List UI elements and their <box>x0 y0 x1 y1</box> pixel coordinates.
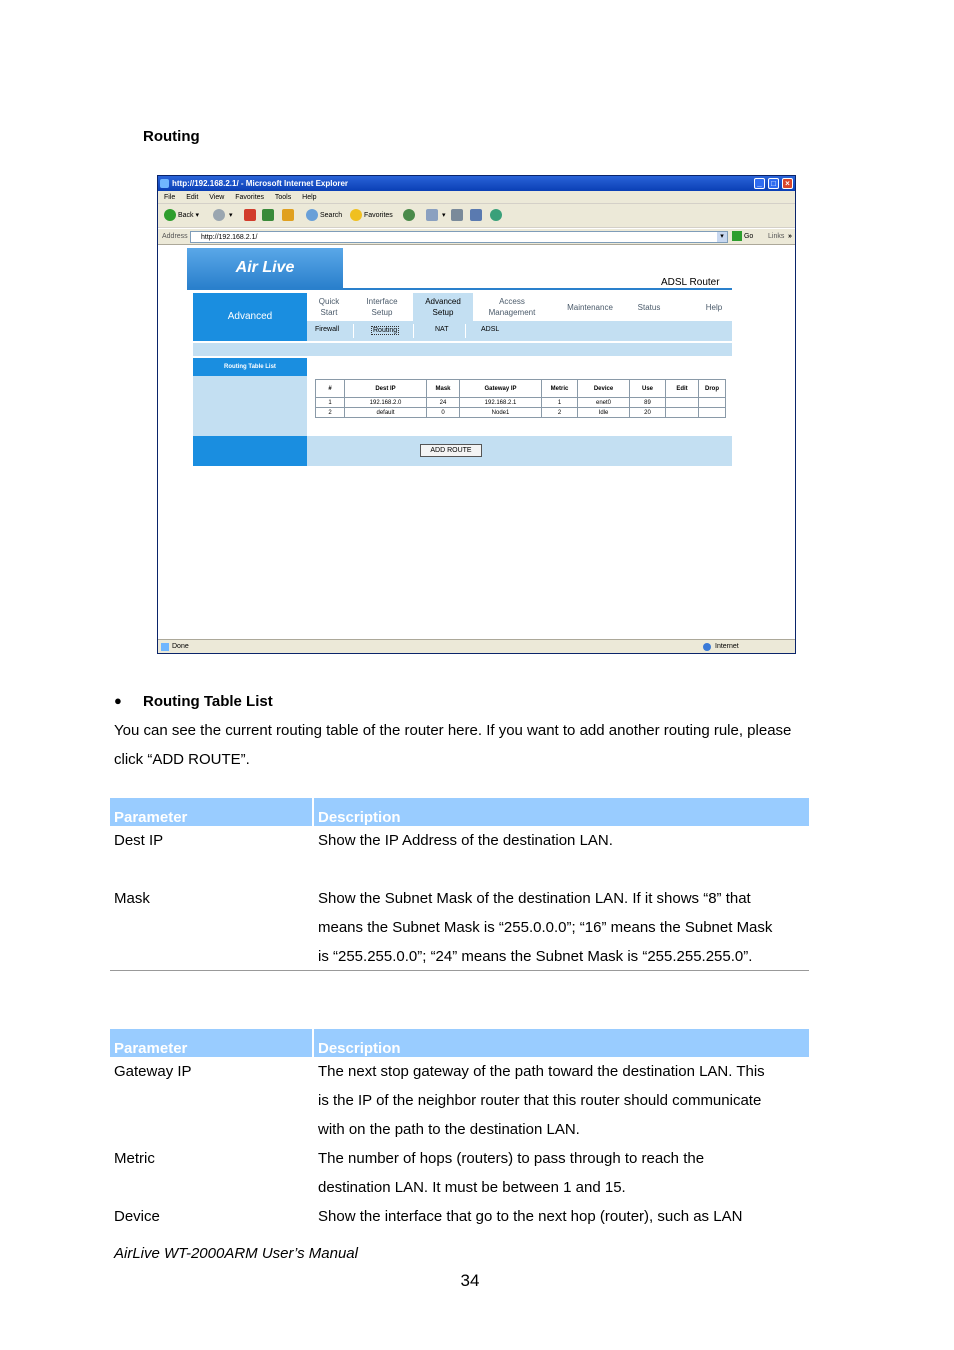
back-arrow-icon <box>164 209 176 221</box>
back-label: Back <box>178 212 194 219</box>
favorites-label: Favorites <box>364 212 393 219</box>
param-name: Mask <box>114 890 150 907</box>
address-dropdown-icon[interactable]: ▾ <box>717 232 727 242</box>
back-button[interactable]: Back ▾ <box>164 209 199 223</box>
col-header: # <box>316 380 345 398</box>
menu-tools[interactable]: Tools <box>274 194 292 201</box>
favorites-star-icon <box>350 209 362 221</box>
table-row <box>110 1202 809 1231</box>
search-button[interactable] <box>306 209 342 223</box>
table-cell: 89 <box>630 398 666 408</box>
parameter-table <box>110 798 809 971</box>
table-cell: 1 <box>542 398 578 408</box>
menu-file[interactable]: File <box>164 194 176 201</box>
favorites-button[interactable] <box>350 209 393 223</box>
table-cell: 24 <box>427 398 460 408</box>
table-cell: 192.168.2.0 <box>345 398 427 408</box>
edit-cell[interactable] <box>666 408 699 418</box>
history-icon <box>403 209 415 221</box>
edit-button[interactable] <box>470 209 484 223</box>
table-cell: 2 <box>542 408 578 418</box>
chevron-right-icon[interactable]: » <box>788 233 792 240</box>
nav-access-management[interactable]: Access Management <box>488 297 536 317</box>
subnav-divider <box>353 324 354 338</box>
go-button[interactable] <box>732 229 753 245</box>
close-icon[interactable]: × <box>782 178 793 189</box>
menu-edit[interactable]: Edit <box>186 194 199 201</box>
subnav-divider <box>413 324 414 338</box>
parameter-table <box>110 1029 809 1231</box>
param-description: The number of hops (routers) to pass through to reach the destination LAN. It must be between 1 and 15. <box>318 1150 705 1196</box>
go-arrow-icon <box>732 231 742 241</box>
spacer-bar <box>193 343 732 356</box>
table-row <box>110 1144 809 1202</box>
param-description: The next stop gateway of the path toward the destination LAN. This is the IP of the neighbor router that this router should communicate with on the path to the destination LAN. <box>318 1063 765 1138</box>
table-row <box>110 1057 809 1144</box>
mail-icon <box>426 209 438 221</box>
col-header: Drop <box>699 380 726 398</box>
param-name: Dest IP <box>114 832 164 849</box>
table-cell: 192.168.2.1 <box>460 398 542 408</box>
col-header: Device <box>578 380 630 398</box>
table-cell: default <box>345 408 427 418</box>
table-row <box>316 408 726 418</box>
routing-table <box>315 379 726 418</box>
edit-icon <box>470 209 482 221</box>
messenger-button[interactable] <box>490 209 504 223</box>
home-icon <box>282 209 294 221</box>
page-icon <box>161 643 169 651</box>
address-input[interactable] <box>190 231 728 243</box>
subnav-adsl[interactable]: ADSL <box>481 326 500 333</box>
address-label: Address <box>162 233 188 240</box>
table-header <box>110 1029 809 1057</box>
header-description: Description <box>318 809 401 826</box>
messenger-icon <box>490 209 502 221</box>
table-row <box>316 398 726 408</box>
param-description: Show the Subnet Mask of the destination LAN. If it shows “8” that means the Subnet Mask is “255.0.0.0”; “16” means the Subnet Mask is “255.255.0.0”; “24” means the Subnet Mask is “255.255.255.0”. <box>318 890 773 965</box>
footer-right-panel <box>307 436 732 466</box>
browser-titlebar <box>158 176 795 191</box>
airlive-logo: Air Live <box>187 248 343 288</box>
col-header: Edit <box>666 380 699 398</box>
edit-cell[interactable] <box>666 398 699 408</box>
ie-logo-icon <box>160 179 169 188</box>
side-panel <box>193 376 307 436</box>
globe-icon <box>703 643 711 651</box>
footer-left-panel <box>193 436 307 466</box>
drop-cell[interactable] <box>699 408 726 418</box>
param-description: Show the interface that go to the next hop (router), such as LAN <box>318 1208 743 1225</box>
sub-nav <box>307 321 732 341</box>
nav-status[interactable]: Status <box>637 303 661 312</box>
nav-quick-start[interactable]: Quick Start <box>318 297 340 317</box>
param-name: Metric <box>114 1150 155 1167</box>
browser-statusbar <box>158 639 795 653</box>
nav-help[interactable]: Help <box>705 303 723 312</box>
table-cell: Node1 <box>460 408 542 418</box>
param-description: Show the IP Address of the destination LAN. <box>318 832 613 849</box>
print-button[interactable] <box>451 209 465 223</box>
stop-icon <box>244 209 256 221</box>
address-bar <box>158 229 795 245</box>
maximize-icon[interactable]: □ <box>768 178 779 189</box>
forward-arrow-icon <box>213 209 225 221</box>
table-header <box>110 798 809 826</box>
table-header-row <box>316 380 726 398</box>
header-strip <box>187 288 732 290</box>
table-cell: Idle <box>578 408 630 418</box>
table-cell: 0 <box>427 408 460 418</box>
nav-advanced-setup[interactable]: Advanced Setup <box>413 293 473 321</box>
refresh-button[interactable] <box>262 209 276 223</box>
header-description: Description <box>318 1040 401 1057</box>
forward-button[interactable]: ▾ <box>213 209 232 223</box>
menu-view[interactable]: View <box>209 194 225 201</box>
header-parameter: Parameter <box>114 809 188 826</box>
subnav-firewall[interactable]: Firewall <box>315 326 340 333</box>
param-name: Device <box>114 1208 160 1225</box>
bullet-icon: ● <box>114 693 122 708</box>
print-icon <box>451 209 463 221</box>
table-cell: 20 <box>630 408 666 418</box>
add-route-button[interactable]: ADD ROUTE <box>420 444 482 457</box>
header-divider <box>312 1029 314 1057</box>
status-text: Done <box>172 643 189 650</box>
table-row <box>110 884 809 971</box>
page-number: 34 <box>460 1271 480 1290</box>
col-header: Dest IP <box>345 380 427 398</box>
menu-favorites[interactable]: Favorites <box>235 194 265 201</box>
table-row <box>110 826 809 884</box>
col-header: Use <box>630 380 666 398</box>
section-label: Advanced <box>193 293 307 341</box>
subnav-divider <box>465 324 466 338</box>
subnav-routing[interactable]: Routing <box>373 327 398 334</box>
table-cell: 2 <box>316 408 345 418</box>
links-label[interactable]: Links <box>768 233 785 240</box>
subsection-heading: Routing Table List <box>143 693 273 710</box>
stop-button[interactable] <box>244 209 258 223</box>
history-button[interactable] <box>403 209 417 223</box>
subnav-nat[interactable]: NAT <box>435 326 449 333</box>
header-divider <box>312 798 314 826</box>
manual-title: AirLive WT-2000ARM User’s Manual <box>114 1245 358 1262</box>
table-cell: 1 <box>316 398 345 408</box>
col-header: Metric <box>542 380 578 398</box>
browser-toolbar <box>158 204 795 228</box>
intro-line: You can see the current routing table of the router here. If you want to add another routing rule, please <box>114 722 792 739</box>
routing-table-label: Routing Table List <box>193 358 307 376</box>
param-name: Gateway IP <box>114 1063 192 1080</box>
intro-line: click “ADD ROUTE”. <box>114 751 250 768</box>
nav-interface-setup[interactable]: Interface Setup <box>366 297 398 317</box>
browser-screenshot <box>157 175 796 654</box>
header-parameter: Parameter <box>114 1040 188 1057</box>
home-button[interactable] <box>282 209 296 223</box>
page-viewport <box>158 246 795 640</box>
main-nav <box>307 293 732 321</box>
drop-cell[interactable] <box>699 398 726 408</box>
search-label: Search <box>320 212 343 219</box>
search-icon <box>306 209 318 221</box>
mail-button[interactable]: ▾ <box>426 209 445 223</box>
menu-help[interactable]: Help <box>302 194 317 201</box>
minimize-icon[interactable]: _ <box>754 178 765 189</box>
browser-menubar <box>158 191 795 204</box>
table-cell: enet0 <box>578 398 630 408</box>
browser-title: http://192.168.2.1/ - Microsoft Internet Explorer <box>172 179 349 188</box>
col-header: Mask <box>427 380 460 398</box>
section-heading: Routing <box>143 128 200 145</box>
address-value: http://192.168.2.1/ <box>201 234 258 241</box>
nav-maintenance[interactable]: Maintenance <box>567 303 613 312</box>
product-title: ADSL Router <box>661 277 720 288</box>
col-header: Gateway IP <box>460 380 542 398</box>
refresh-icon <box>262 209 274 221</box>
zone-text: Internet <box>715 643 739 650</box>
go-label: Go <box>743 233 754 240</box>
